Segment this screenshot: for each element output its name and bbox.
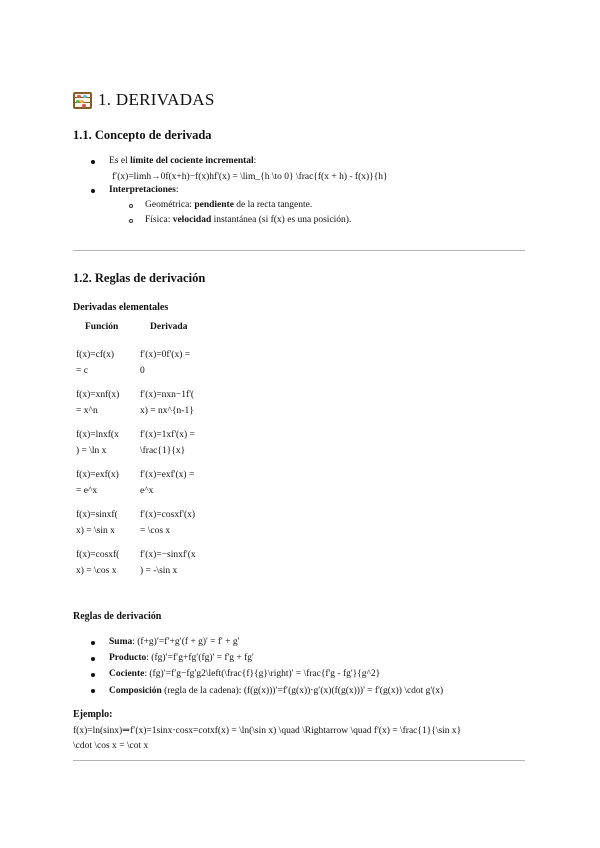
example-line-2: \cdot \cos x = \cot x xyxy=(73,741,149,751)
table-cell-derivative: f′(x)=1xf'(x) = \frac{1}{x} xyxy=(140,430,195,456)
rule-product: Producto: (fg)′=f′g+fg′(fg)' = f'g + fg' xyxy=(109,653,254,663)
sub-bullet xyxy=(129,204,133,208)
bullet xyxy=(91,689,95,693)
interpretations-item: Interpretaciones: xyxy=(109,185,179,195)
table-cell-derivative: f′(x)=0f'(x) = 0 xyxy=(140,350,191,376)
table-cell-function: f(x)=xnf(x) = x^n xyxy=(76,390,120,416)
abacus-icon xyxy=(73,92,92,109)
sub-bullet xyxy=(129,219,133,223)
example-title: Ejemplo: xyxy=(73,709,113,720)
section-heading-concepto: 1.1. Concepto de derivada xyxy=(73,128,212,142)
table-cell-function: f(x)=sin⁡xf( x) = \sin x xyxy=(76,510,118,536)
table-cell-derivative: f′(x)=cos⁡xf'(x) = \cos x xyxy=(140,510,196,536)
divider xyxy=(73,250,525,251)
example-line-1: f(x)=ln⁡(sin⁡x)⇒f′(x)=1sin⁡x⋅cos⁡x=cot⁡xf(x) = \ln(\sin x) \quad \Rightarrow \quad f'(x) = \frac{1}{\sin x} xyxy=(73,726,462,736)
bullet xyxy=(91,641,95,645)
interpretation-physical: Física: velocidad instantánea (si f(x) es una posición). xyxy=(145,215,352,225)
table-header-funcion: Función xyxy=(85,322,119,332)
table-header-derivada: Derivada xyxy=(150,322,188,332)
bullet xyxy=(91,657,95,661)
definition-item: Es el límite del cociente incremental: xyxy=(109,156,257,166)
table-cell-function: f(x)=cf(x) = c xyxy=(76,350,115,376)
interpretation-geometric: Geométrica: pendiente de la recta tangente. xyxy=(145,200,313,210)
table-cell-function: f(x)=cos⁡xf( x) = \cos x xyxy=(76,550,120,576)
table-cell-derivative: f′(x)=nxn−1f'( x) = nx^{n-1} xyxy=(140,390,195,416)
rule-sum: Suma: (f+g)′=f′+g′(f + g)' = f' + g' xyxy=(109,637,240,647)
bullet xyxy=(91,160,95,164)
rules-title: Reglas de derivación xyxy=(73,611,162,622)
divider xyxy=(73,760,525,761)
table-cell-derivative: f′(x)=−sin⁡xf'(x ) = -\sin x xyxy=(140,550,196,576)
rule-chain: Composición (regla de la cadena): (f(g(x)))′=f′(g(x))⋅g′(x)(f(g(x)))' = f'(g(x)) \cdot g'(x) xyxy=(109,686,444,696)
bullet xyxy=(91,673,95,677)
section-heading-reglas: 1.2. Reglas de derivación xyxy=(73,271,206,285)
table-cell-derivative: f′(x)=exf'(x) = e^x xyxy=(140,470,195,496)
table-cell-function: f(x)=ln⁡xf(x ) = \ln x xyxy=(76,430,119,456)
derivative-formula: f′(x)=limh→0f(x+h)−f(x)hf'(x) = \lim_{h \to 0} \frac{f(x + h) - f(x)}{h} xyxy=(112,172,388,182)
bullet xyxy=(91,189,95,193)
page-title xyxy=(73,90,215,110)
table-cell-function: f(x)=exf(x) = e^x xyxy=(76,470,119,496)
table-title: Derivadas elementales xyxy=(73,302,169,313)
rule-quotient: Cociente: (fg)′=f′g−fg′g2\left(\frac{f}{g}\right)' = \frac{f'g - fg'}{g^2} xyxy=(109,669,381,679)
page-title-text: 1. DERIVADAS xyxy=(98,90,215,109)
